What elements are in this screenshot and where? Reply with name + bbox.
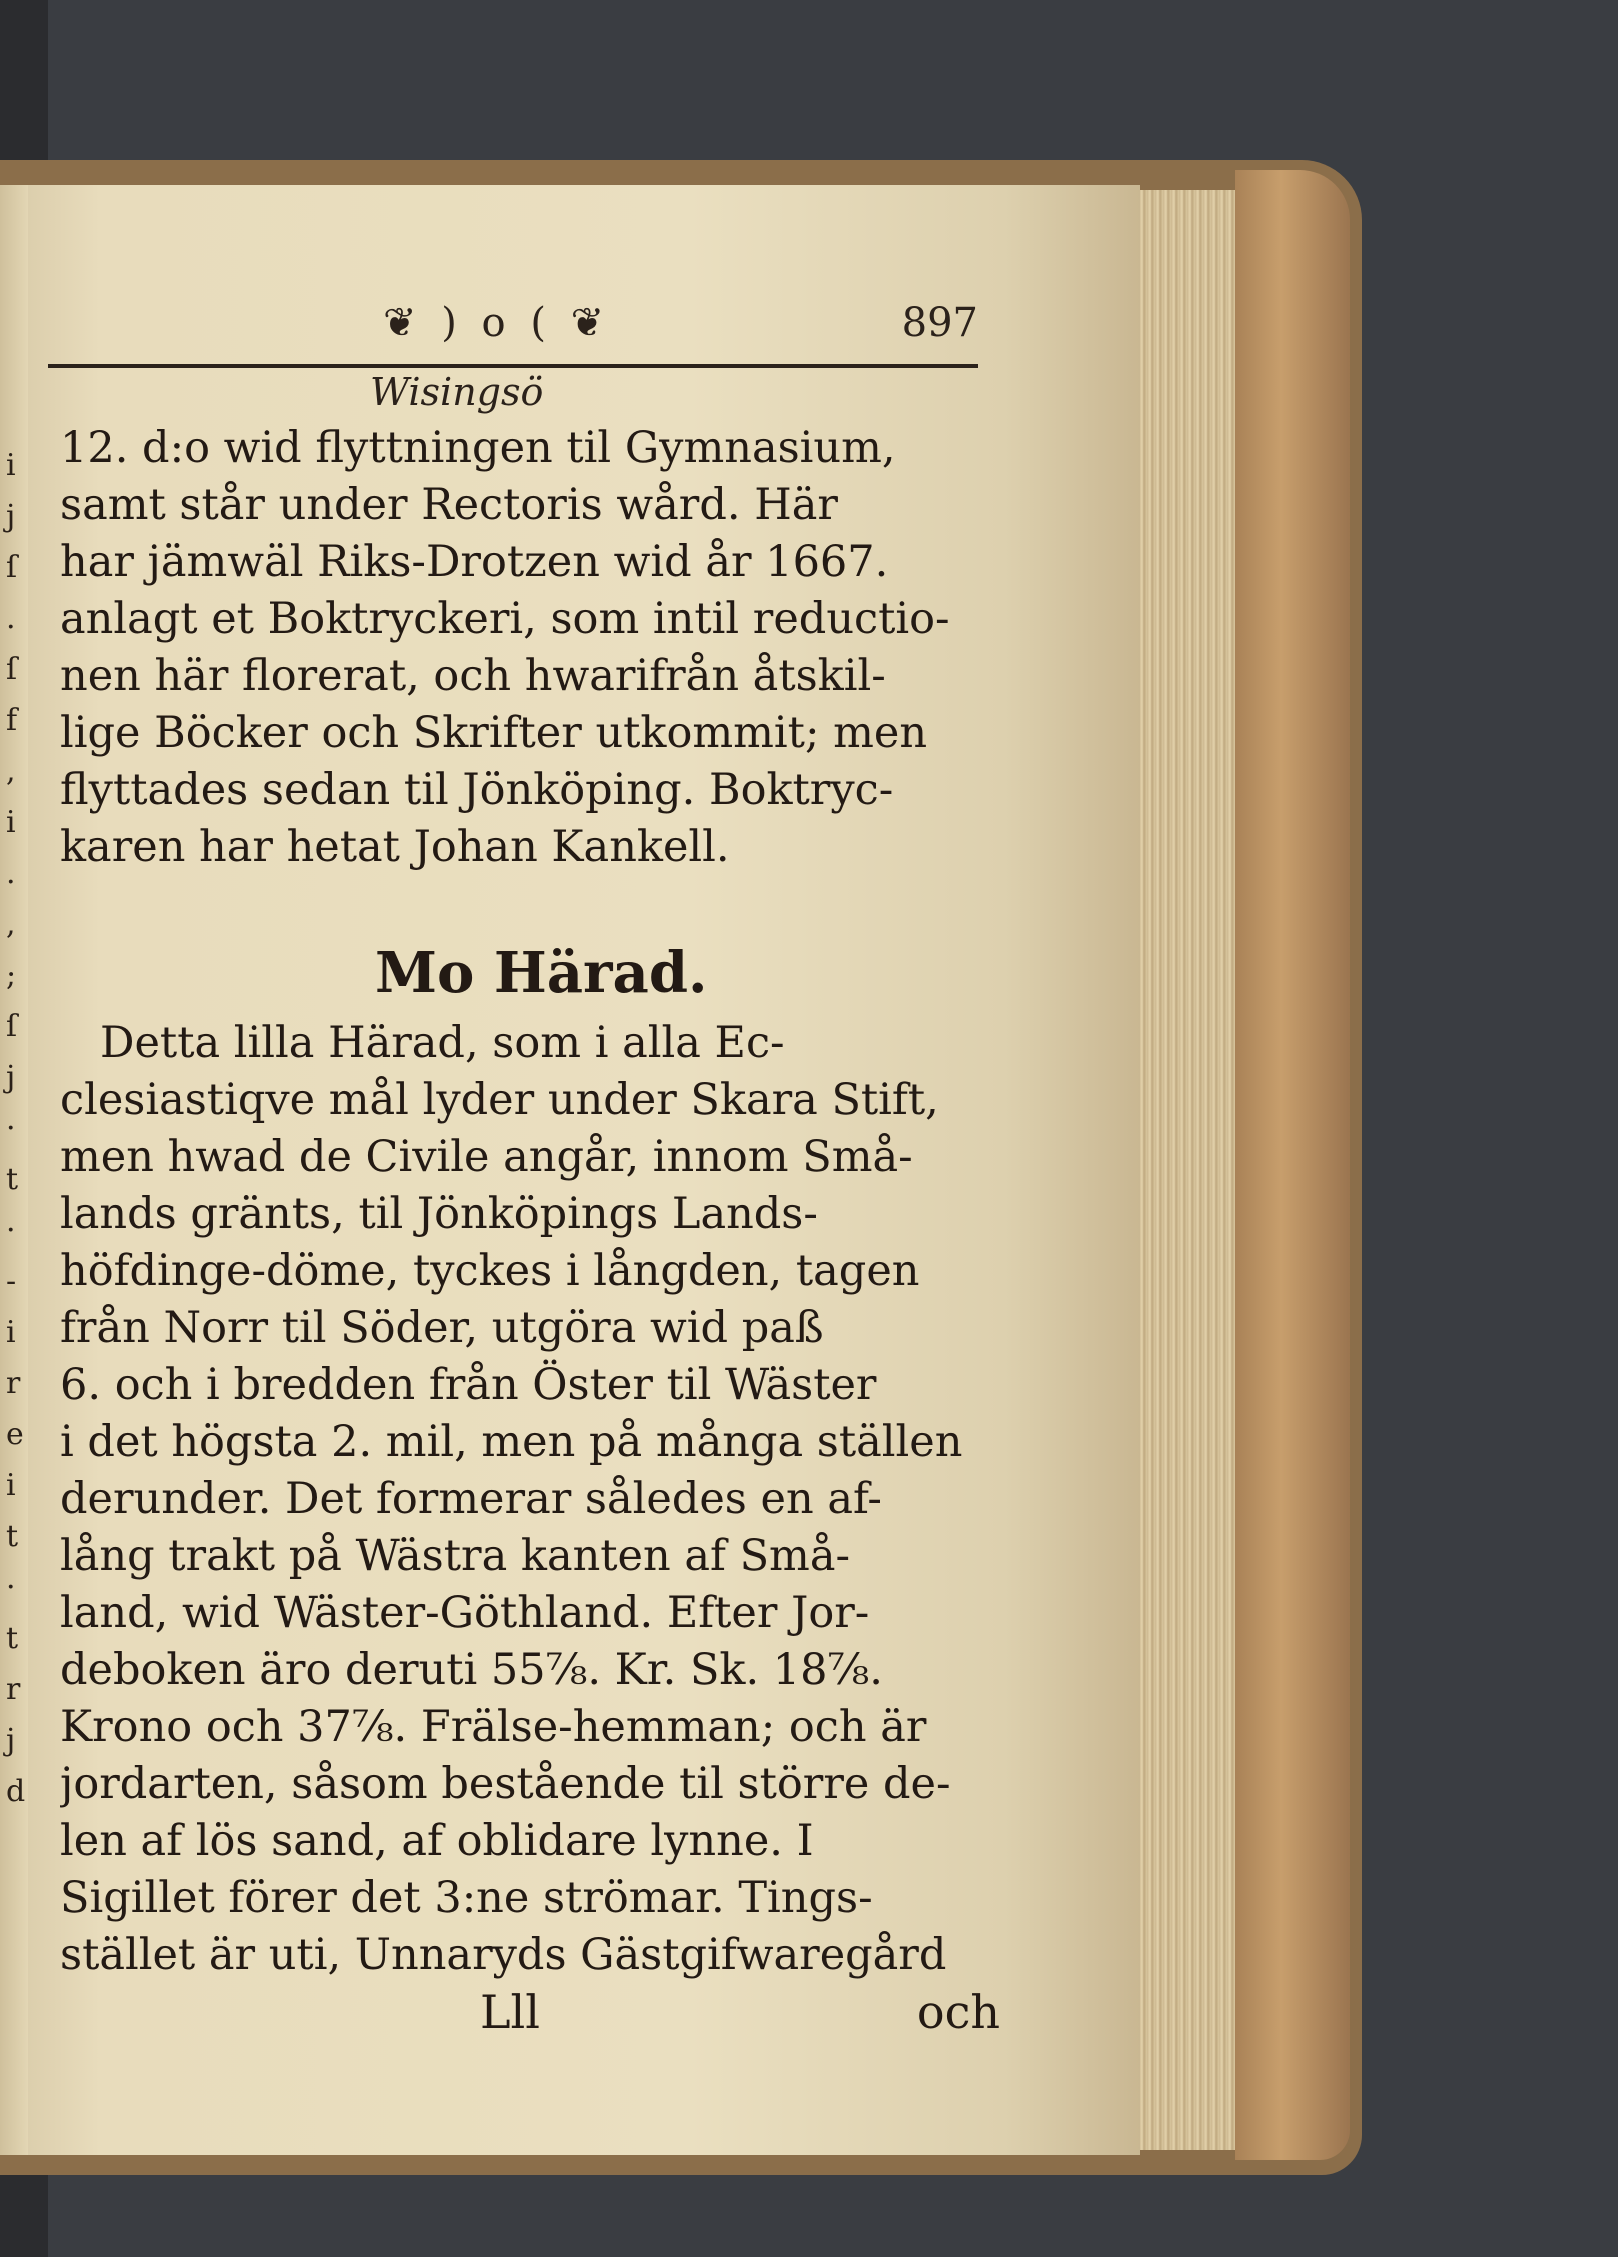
text-line: Krono och 37⅞. Frälse-hemman; och är (60, 1702, 927, 1752)
margin-glyph: i (6, 805, 16, 840)
margin-glyph: i (6, 448, 16, 483)
text-line: anlagt et Boktryckeri, som intil reductio- (60, 594, 950, 644)
margin-glyph: r (6, 1366, 21, 1401)
margin-glyph: , (6, 754, 16, 789)
margin-glyph: r (6, 1672, 21, 1707)
margin-glyph: t (6, 1621, 19, 1656)
text-line: stället är uti, Unnaryds Gästgifwaregård (60, 1930, 947, 1980)
margin-glyph: t (6, 1519, 19, 1554)
page-number: 897 (901, 300, 978, 346)
margin-glyph: j (6, 499, 16, 534)
margin-glyph: . (6, 856, 16, 891)
margin-glyph: · (6, 1213, 16, 1248)
signature-mark: Lll (480, 1985, 540, 2039)
margin-glyph: ; (6, 958, 17, 993)
text-line: nen här florerat, och hwarifrån åtskil- (60, 651, 886, 701)
text-line: deboken äro deruti 55⅞. Kr. Sk. 18⅞. (60, 1645, 883, 1695)
text-line: Detta lilla Härad, som i alla Ec- (100, 1018, 785, 1068)
paragraph-1 (60, 420, 1000, 876)
margin-glyph: i (6, 1315, 16, 1350)
text-line: har jämwäl Riks-Drotzen wid år 1667. (60, 537, 889, 587)
text-line: 6. och i bredden från Öster til Wäster (60, 1360, 877, 1410)
page-header (48, 300, 978, 360)
margin-glyph: i (6, 1468, 16, 1503)
text-line: derunder. Det formerar således en af- (60, 1474, 882, 1524)
text-line: lands gränts, til Jönköpings Lands- (60, 1189, 818, 1239)
text-line: karen har hetat Johan Kankell. (60, 822, 730, 872)
margin-glyph: t (6, 1162, 19, 1197)
margin-glyph: , (6, 907, 16, 942)
paragraph-2 (60, 1015, 1000, 1984)
margin-glyph: · (6, 1111, 16, 1146)
text-line: samt står under Rectoris wård. Här (60, 480, 838, 530)
margin-glyph: j (6, 1060, 16, 1095)
text-line: clesiastiqve mål lyder under Skara Stift, (60, 1075, 939, 1125)
text-line: 12. d:o wid flyttningen til Gymnasium, (60, 423, 896, 473)
margin-glyph: d (6, 1774, 26, 1809)
margin-glyph: ſ (6, 550, 18, 585)
running-head: Wisingsö (370, 370, 544, 414)
page-footer (60, 1985, 1000, 2045)
text-line: från Norr til Söder, utgöra wid paß (60, 1303, 824, 1353)
catchword: och (916, 1985, 1000, 2039)
previous-page-margin-text (6, 440, 26, 1817)
text-line: land, wid Wäster-Göthland. Efter Jor- (60, 1588, 870, 1638)
text-line: flyttades sedan til Jönköping. Boktryc- (60, 765, 894, 815)
margin-glyph: e (6, 1417, 24, 1452)
margin-glyph: · (6, 1570, 16, 1605)
text-line: lång trakt på Wästra kanten af Små- (60, 1531, 850, 1581)
text-line: höfdinge-döme, tyckes i långden, tagen (60, 1246, 920, 1296)
header-rule (48, 364, 978, 368)
margin-glyph: - (6, 1264, 17, 1299)
margin-glyph: . (6, 601, 16, 636)
text-line: men hwad de Civile angår, innom Små- (60, 1132, 913, 1182)
text-line: Sigillet förer det 3:ne strömar. Tings- (60, 1873, 873, 1923)
margin-glyph: j (6, 1723, 16, 1758)
text-line: i det högsta 2. mil, men på många ställen (60, 1417, 963, 1467)
header-ornament: ❦ ) o ( ❦ (383, 300, 611, 346)
margin-glyph: ſ (6, 1009, 18, 1044)
cover-edge (1235, 170, 1350, 2160)
text-line: len af lös sand, af oblidare lynne. I (60, 1816, 814, 1866)
margin-glyph: ſ (6, 652, 18, 687)
margin-glyph: f (6, 703, 18, 738)
text-line: lige Böcker och Skrifter utkommit; men (60, 708, 928, 758)
section-heading: Mo Härad. (375, 940, 708, 1006)
text-line: jordarten, såsom bestående til större de- (60, 1759, 951, 1809)
